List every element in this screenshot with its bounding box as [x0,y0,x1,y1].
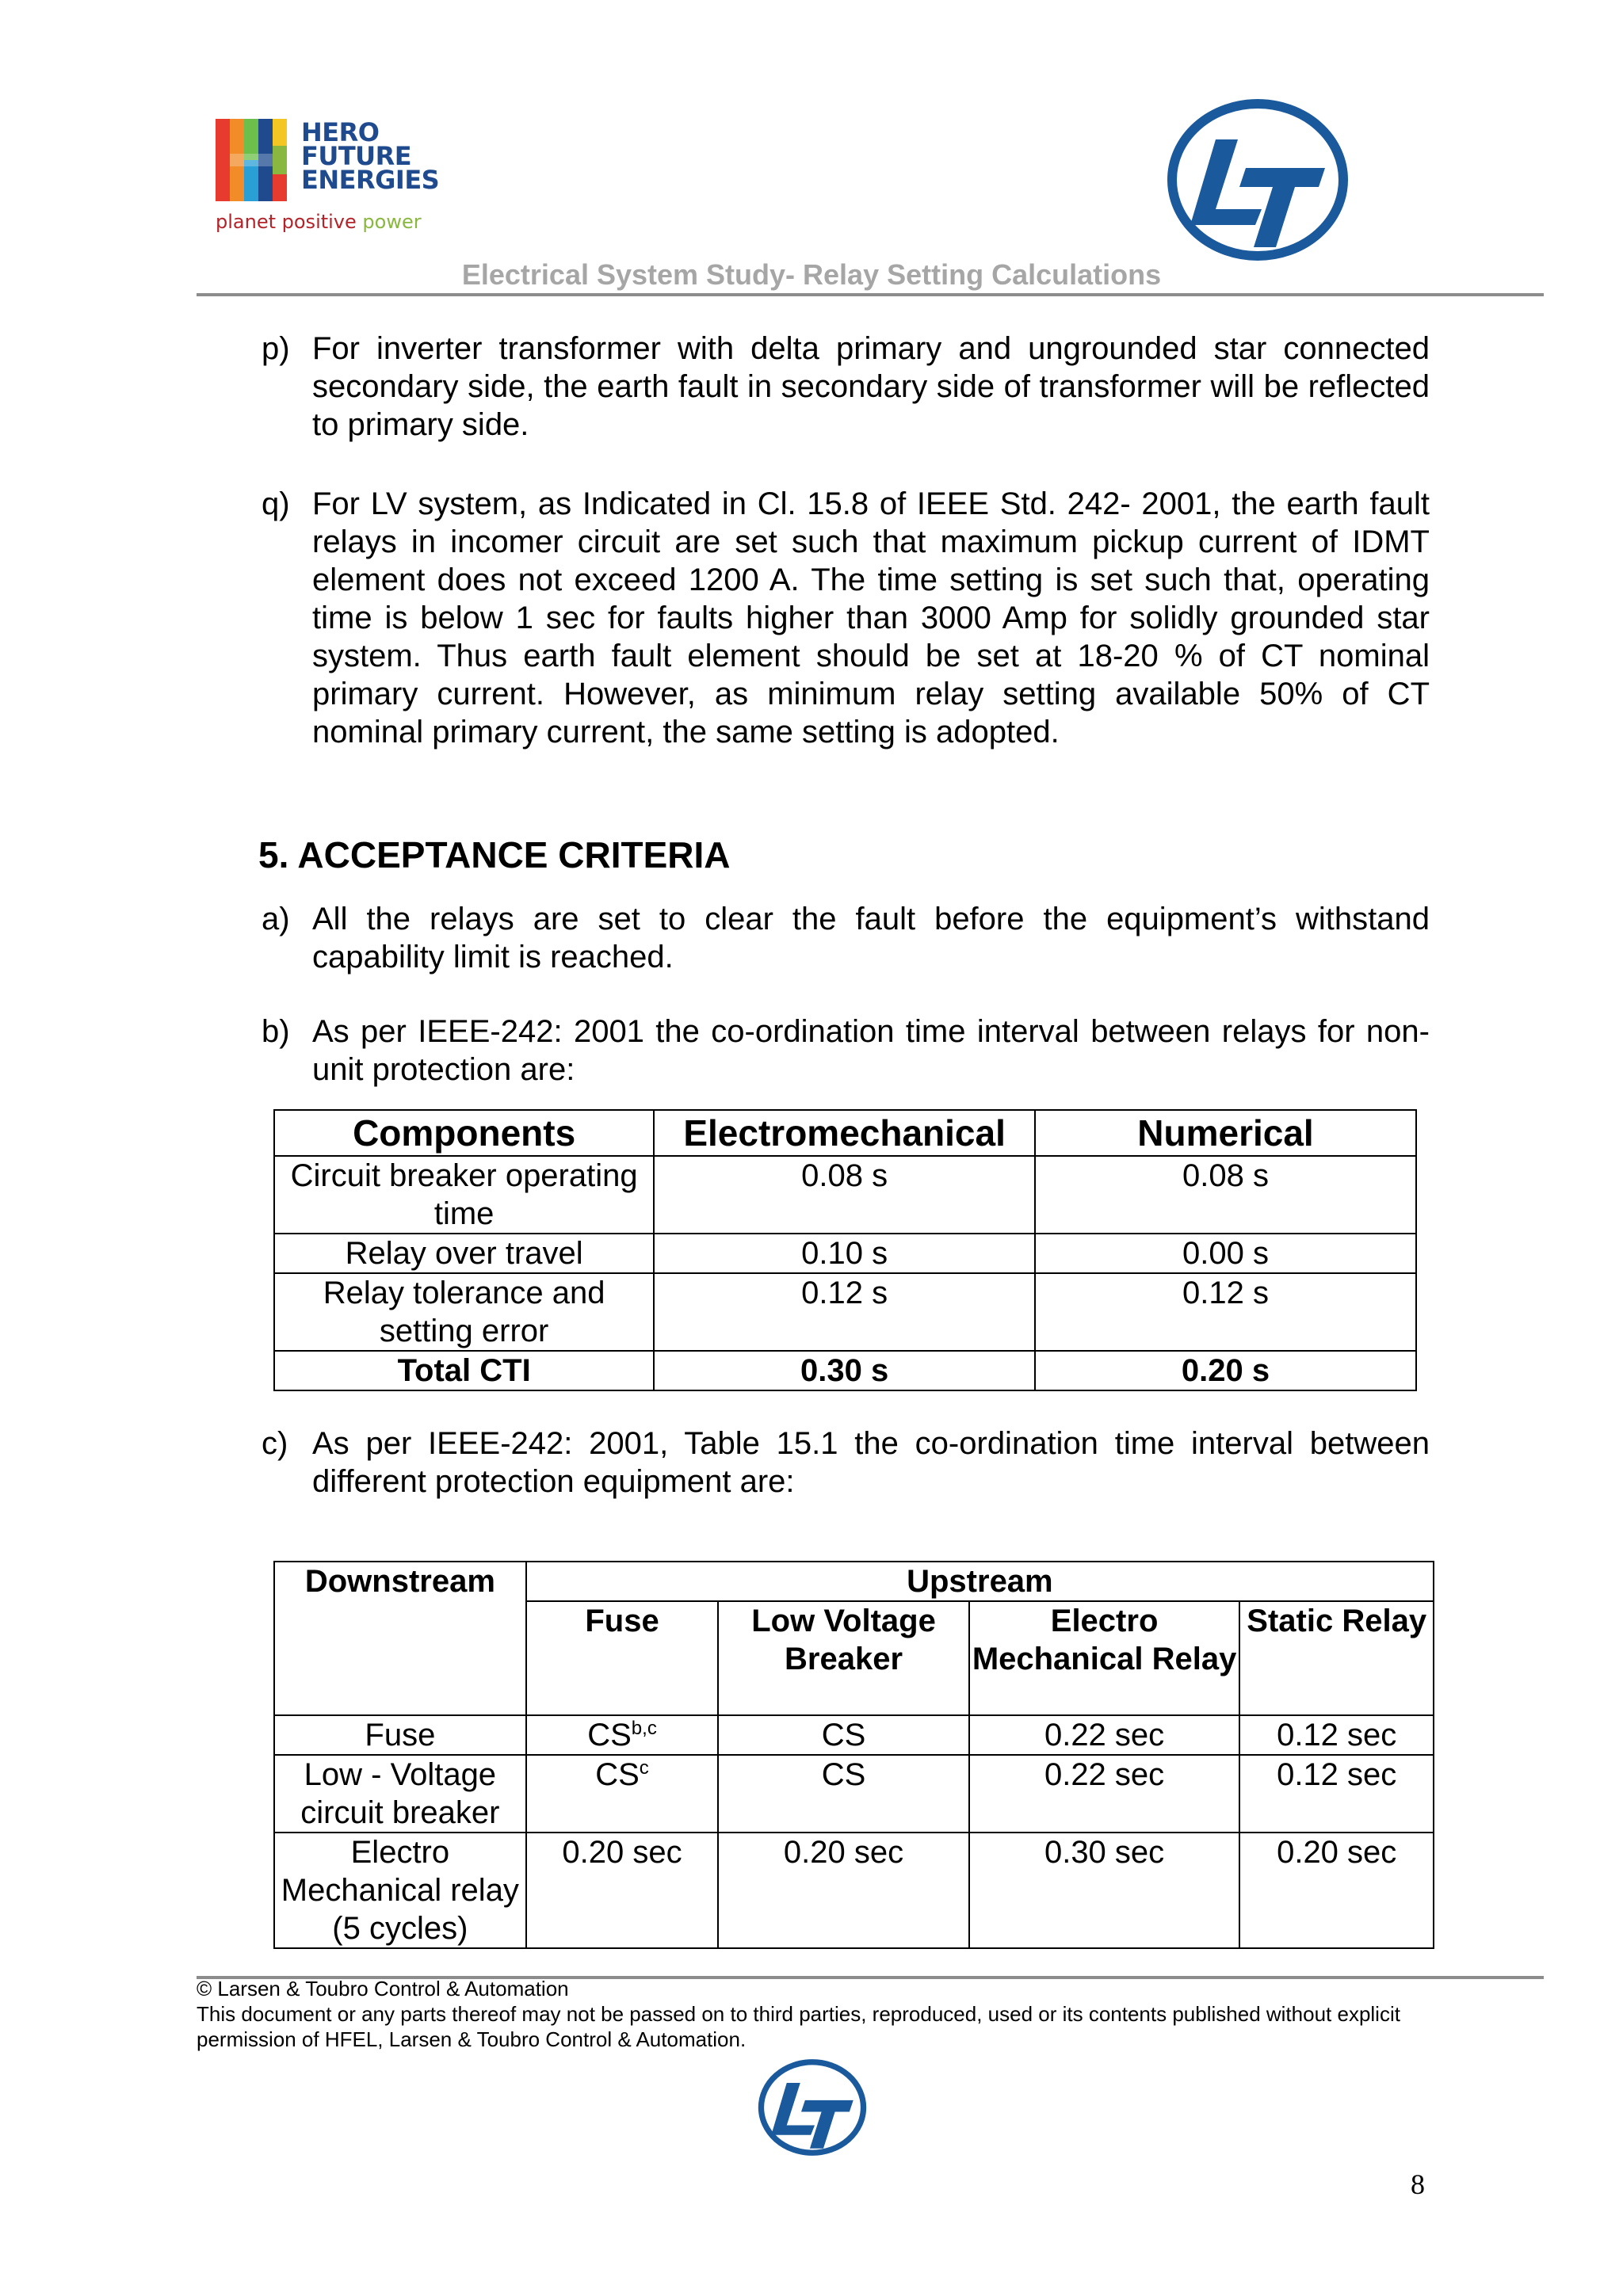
footer-notice: This document or any parts thereof may not be passed on to third parties, reproduced, used or its contents published without explicit permission of HFEL, Larsen & Toubro Control & Automation. [197,2002,1400,2051]
clause-text-c: As per IEEE-242: 2001, Table 15.1 the co-ordination time interval between different protection equipment are: [312,1426,1430,1499]
table-header: Electromechanical [654,1110,1035,1156]
table-cell: 0.20 s [1035,1351,1416,1390]
clause-marker-b: b) [262,1014,290,1049]
table-row-total [274,1351,1416,1390]
table-cell: 0.20 sec [526,1833,719,1948]
table-cell: CS [718,1755,968,1833]
downstream-header: Downstream [274,1562,526,1715]
section-heading: 5. ACCEPTANCE CRITERIA [258,834,731,875]
tagline-planet: planet [216,211,276,233]
hero-tagline [216,211,422,233]
table-row [274,1234,1416,1273]
table-cell: 0.08 s [1035,1156,1416,1234]
table-cell: Circuit breaker operating time [274,1156,654,1234]
row-label: Low - Voltage circuit breaker [274,1755,526,1833]
table-cell: 0.20 sec [718,1833,968,1948]
table-row [274,1156,1416,1234]
footnote-ref: b,c [631,1718,657,1739]
clause-text-p: For inverter transformer with delta primary and ungrounded star connected secondary side, the earth fault in secondary side of transformer will be reflected to primary side. [312,331,1430,442]
lt-logo-icon [757,2052,868,2163]
table-header: Components [274,1110,654,1156]
table-cell: 0.12 s [1035,1273,1416,1351]
footnote-ref: c [639,1757,649,1779]
tagline-power: power [362,211,422,233]
cti-table [273,1109,1417,1391]
page-number: 8 [1411,2168,1425,2200]
table-cell: CS$^{b,c}$ [526,1715,719,1755]
table-cell: 0.20 sec [1239,1833,1434,1948]
table-cell: CS [718,1715,968,1755]
footer-copyright: © Larsen & Toubro Control & Automation [197,1977,569,2000]
table-header-row [274,1110,1416,1156]
table-cell: 0.10 s [654,1234,1035,1273]
table-row [274,1755,1434,1833]
table-row [274,1273,1416,1351]
clause-text-a: All the relays are set to clear the fault before the equipment’s withstand capability limit is reached. [312,902,1430,974]
table-row [274,1715,1434,1755]
table-cell: 0.30 s [654,1351,1035,1390]
clause-text-q: For LV system, as Indicated in Cl. 15.8 of IEEE Std. 242- 2001, the earth fault relays in incomer circuit are set such that maximum pickup current of IDMT element does not exceed 1200 A. The time setting is set such that, operating time is below 1 sec for faults higher than 3000 Amp for solidly grounded star system. Thus earth fault element should be set at 18-20 % of CT nominal primary current. However, as minimum relay setting available 50% of CT nominal primary current, the same setting is adopted. [312,486,1430,749]
table-cell: 0.30 sec [969,1833,1240,1948]
lt-logo-icon [1167,98,1349,261]
table-cell: Total CTI [274,1351,654,1390]
header-divider [197,293,1544,296]
equipment-cti-table [273,1561,1434,1949]
table-cell: 0.22 sec [969,1715,1240,1755]
table-cell: 0.12 s [654,1273,1035,1351]
clause-text-b: As per IEEE-242: 2001 the co-ordination time interval between relays for non-unit protection are: [312,1014,1430,1087]
hero-future-energies-wordmark: HERO FUTURE ENERGIES [301,117,440,195]
table-cell: 0.22 sec [969,1755,1240,1833]
table-cell: Relay over travel [274,1234,654,1273]
table-row [274,1833,1434,1948]
table-cell: 0.08 s [654,1156,1035,1234]
table-header-row [274,1562,1434,1601]
table-header: Numerical [1035,1110,1416,1156]
table-cell: Relay tolerance and setting error [274,1273,654,1351]
upstream-col-header: Fuse [526,1601,719,1715]
clause-marker-c: c) [262,1426,288,1461]
table-cell: 0.12 sec [1239,1715,1434,1755]
table-cell: 0.00 s [1035,1234,1416,1273]
upstream-header: Upstream [526,1562,1434,1601]
upstream-col-header: Low Voltage Breaker [718,1601,968,1715]
upstream-col-header: Electro Mechanical Relay [969,1601,1240,1715]
table-cell: $CS^c$ [526,1755,719,1833]
document-header-title: Electrical System Study- Relay Setting Calculations [461,258,1162,291]
tagline-positive: positive [281,211,357,233]
table-cell: 0.12 sec [1239,1755,1434,1833]
clause-marker-p: p) [262,331,290,366]
clause-marker-a: a) [262,902,290,936]
row-label: Fuse [274,1715,526,1755]
clause-marker-q: q) [262,486,290,521]
row-label: Electro Mechanical relay (5 cycles) [274,1833,526,1948]
upstream-col-header: Static Relay [1239,1601,1434,1715]
